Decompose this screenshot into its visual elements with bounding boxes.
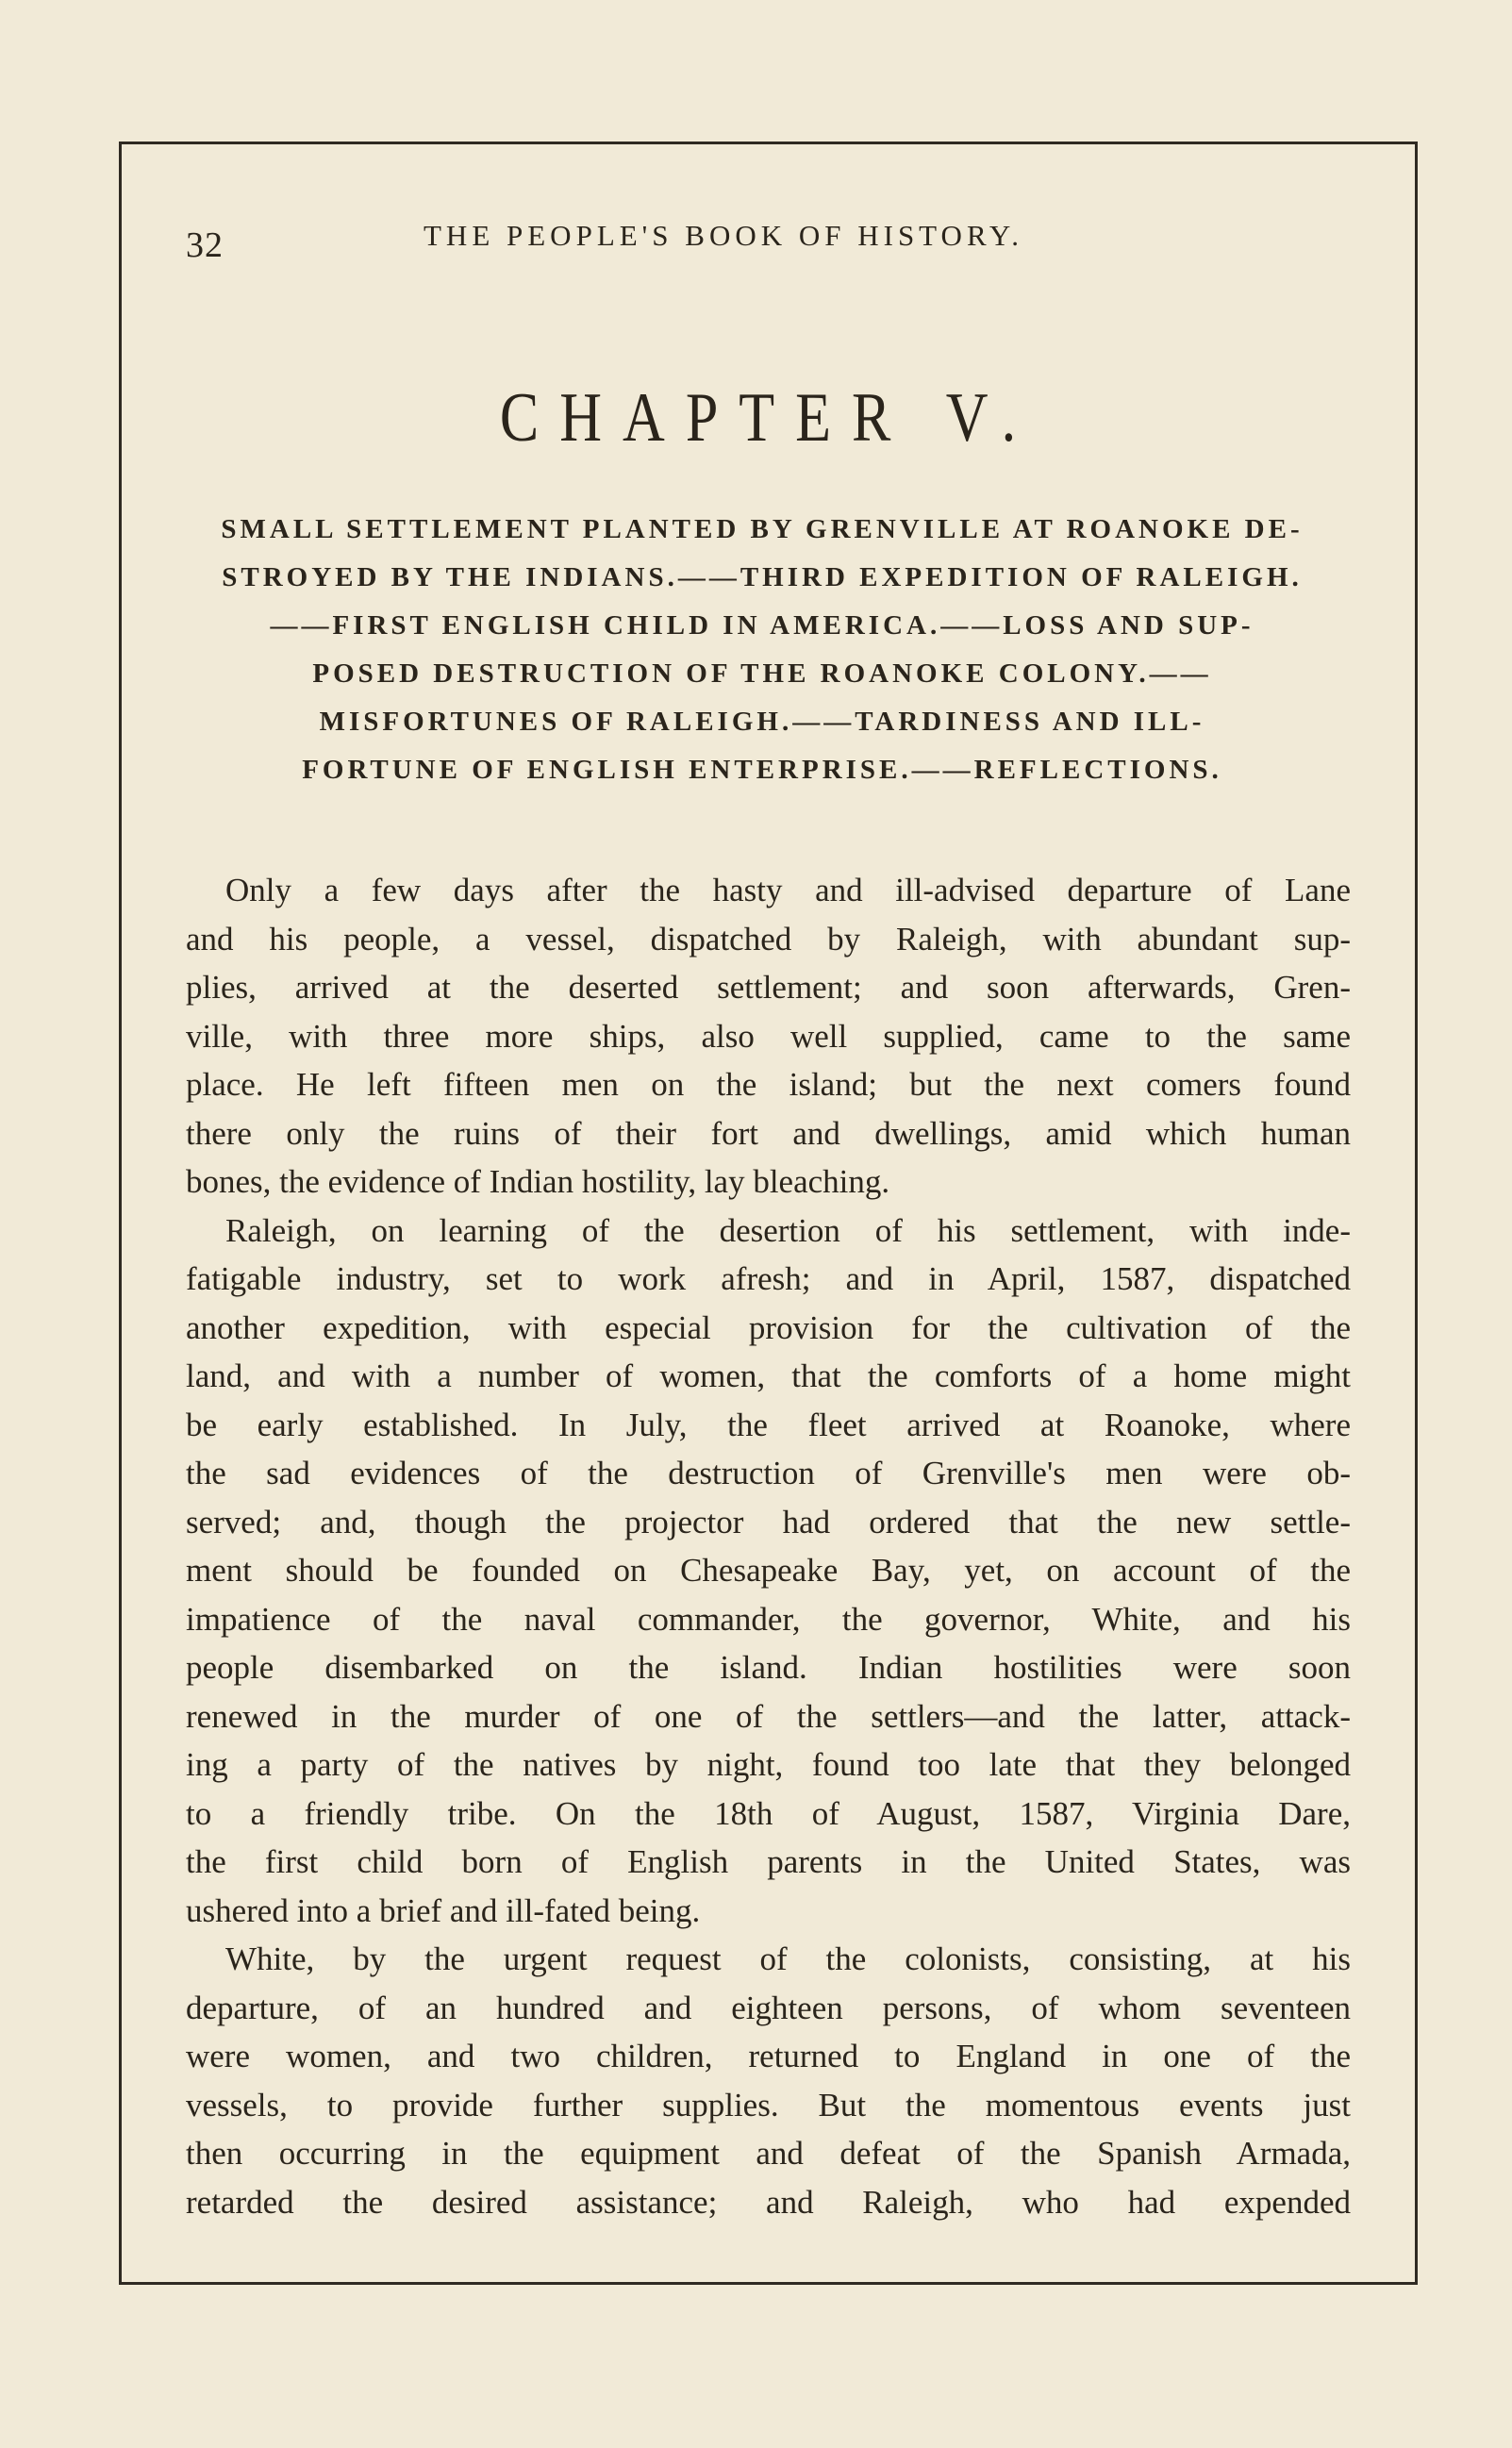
body-line: Only a few days after the hasty and ill-advised departure of Lane	[225, 872, 1351, 908]
body-line: departure, of an hundred and eighteen persons, of whom seventeen	[186, 1990, 1351, 2026]
body-line: White, by the urgent request of the colonists, consisting, at his	[225, 1940, 1351, 1977]
page-number: 32	[186, 225, 224, 265]
body-line: ment should be founded on Chesapeake Bay, yet, on account of the	[186, 1552, 1351, 1589]
synopsis-line: SMALL SETTLEMENT PLANTED BY GRENVILLE AT ROANOKE DE-	[221, 514, 1304, 544]
body-line: retarded the desired assistance; and Raleigh, who had expended	[186, 2184, 1351, 2221]
synopsis-line: ——FIRST ENGLISH CHILD IN AMERICA.——LOSS AND SUP-	[270, 610, 1254, 641]
body-line: fatigable industry, set to work afresh; and in April, 1587, dispatched	[186, 1260, 1351, 1297]
body-line: the sad evidences of the destruction of Grenville's men were ob-	[186, 1455, 1351, 1491]
body-line: were women, and two children, returned to England in one of the	[186, 2038, 1351, 2074]
body-line: renewed in the murder of one of the settlers—and the latter, attack-	[186, 1698, 1351, 1735]
body-line: another expedition, with especial provision for the cultivation of the	[186, 1309, 1351, 1346]
body-line: ing a party of the natives by night, found too late that they belonged	[186, 1746, 1351, 1783]
body-line: and his people, a vessel, dispatched by Raleigh, with abundant sup-	[186, 921, 1351, 958]
synopsis-line: POSED DESTRUCTION OF THE ROANOKE COLONY.——	[312, 658, 1212, 689]
body-line: the first child born of English parents in the United States, was	[186, 1843, 1351, 1880]
body-line: vessels, to provide further supplies. But the momentous events just	[186, 2087, 1351, 2123]
body-line: ville, with three more ships, also well supplied, came to the same	[186, 1018, 1351, 1055]
page-frame	[119, 142, 1418, 2285]
body-line: place. He left fifteen men on the island; but the next comers found	[186, 1066, 1351, 1103]
body-line: bones, the evidence of Indian hostility, lay bleaching.	[186, 1163, 890, 1200]
body-line: land, and with a number of women, that the comforts of a home might	[186, 1357, 1351, 1394]
body-line: ushered into a brief and ill-fated being.	[186, 1892, 701, 1929]
body-line: there only the ruins of their fort and dwellings, amid which human	[186, 1115, 1351, 1152]
running-head: THE PEOPLE'S BOOK OF HISTORY.	[424, 219, 1024, 252]
body-line: Raleigh, on learning of the desertion of his settlement, with inde-	[225, 1212, 1351, 1249]
synopsis-line: STROYED BY THE INDIANS.——THIRD EXPEDITION OF RALEIGH.	[222, 562, 1303, 592]
body-line: be early established. In July, the fleet arrived at Roanoke, where	[186, 1407, 1351, 1443]
synopsis-line: FORTUNE OF ENGLISH ENTERPRISE.——REFLECTIONS.	[302, 755, 1222, 785]
body-line: impatience of the naval commander, the governor, White, and his	[186, 1601, 1351, 1638]
synopsis-line: MISFORTUNES OF RALEIGH.——TARDINESS AND ILL-	[319, 707, 1205, 737]
body-line: served; and, though the projector had ordered that the new settle-	[186, 1504, 1351, 1540]
body-line: then occurring in the equipment and defeat of the Spanish Armada,	[186, 2135, 1351, 2172]
body-line: people disembarked on the island. Indian hostilities were soon	[186, 1649, 1351, 1686]
body-line: plies, arrived at the deserted settlement; and soon afterwards, Gren-	[186, 969, 1351, 1006]
body-line: to a friendly tribe. On the 18th of August, 1587, Virginia Dare,	[186, 1795, 1351, 1832]
chapter-title: CHAPTER V.	[499, 379, 1038, 457]
